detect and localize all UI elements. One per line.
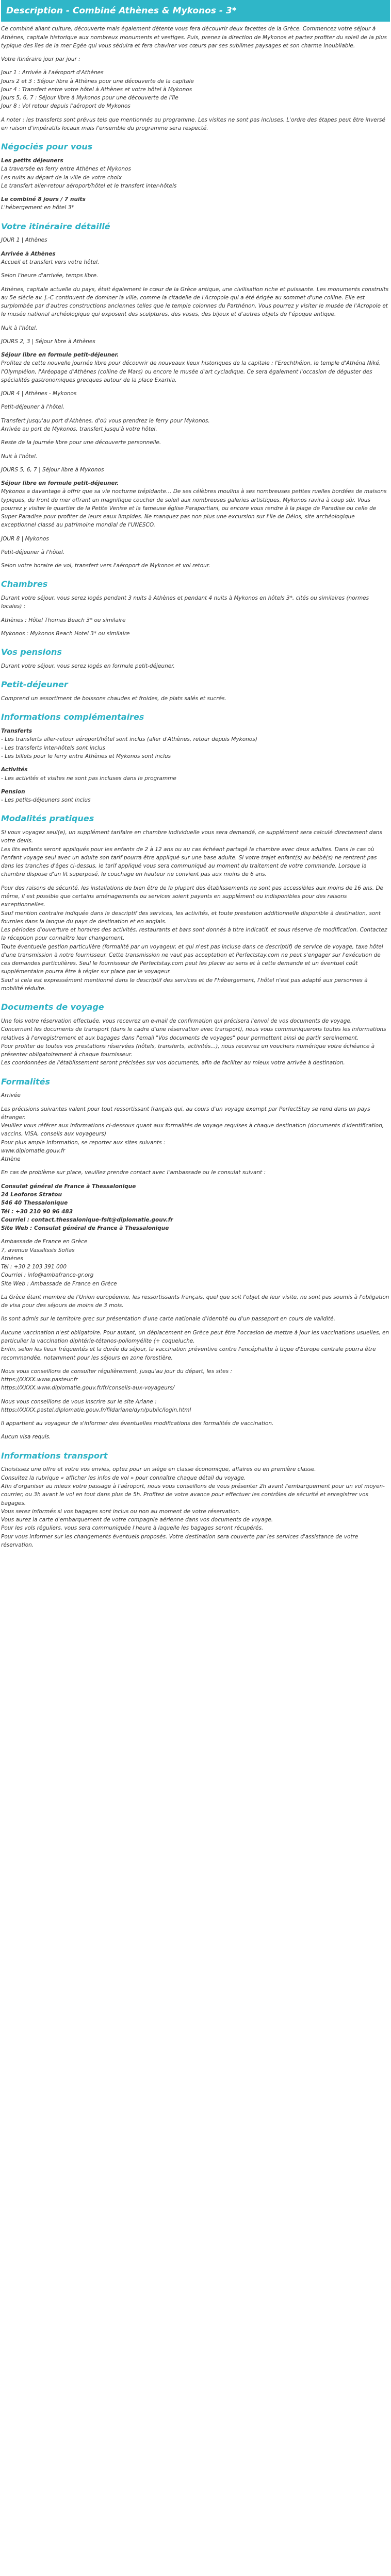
formalities-paragraph: La Grèce étant membre de l'Union européenne, les ressortissants français, quel que soit l'objet de leur visite, ne sont pas soumis à l'obligation de visa pour des séjours de moins de 3 mois. [1, 1294, 389, 1309]
itinerary-title: Votre itinéraire détaillé [1, 221, 110, 231]
highlight-text: L'hébergement en hôtel 3* [1, 205, 74, 211]
consulate-block: Consulat général de France à Thessalonique 24 Leoforos Stratou 546 40 Thessalonique Tél : +30 210 90 96 483 Courriel : contact.thessalonique-fslt@diplomatie.gouv.fr Site Web : Consulat général de France à Thessalonique [1, 1183, 173, 1232]
day-paragraph: Reste de la journée libre pour une découverte personnelle. [1, 439, 161, 446]
formalities-paragraph: Ils sont admis sur le territoire grec sur présentation d'une carte nationale d'identité ou d'un passeport en cours de validité. [1, 1316, 335, 1323]
transport-title: Informations transport [1, 1450, 108, 1461]
rooms-hotel-athens: Athènes : Hôtel Thomas Beach 3* ou similaire [1, 617, 126, 623]
rooms-paragraph: Durant votre séjour, vous serez logés pendant 3 nuits à Athènes et pendant 4 nuits à Mykonos en hôtels 3*, cités ou similaires (normes locales) : [1, 595, 369, 610]
intro-paragraph: Ce combiné allant culture, découverte mais également détente vous fera découvrir deux facettes de la Grèce. Commencez votre séjour à Athènes, capitale historique aux nombreux monuments et vestiges. Puis, prenez la direction de Mykonos et partez profiter du soleil de la plus typique des îles de la mer Egée qui vous séduira et fera chavirer vos cœurs par ses sublimes paysages et son charme inoubliable. [1, 26, 387, 49]
day-paragraph: Accueil et transfert vers votre hôtel. [1, 259, 100, 265]
day-label: Séjour libre en formule petit-déjeuner. [1, 480, 119, 487]
highlights-section [1, 157, 390, 212]
day-paragraph: Nuit à l'hôtel. [1, 453, 38, 460]
info-text: - Les activités et visites ne sont pas incluses dans le programme [1, 775, 176, 782]
info-label: Pension [1, 788, 25, 795]
modalities-title: Modalités pratiques [1, 814, 94, 824]
formalities-paragraph: Il appartient au voyageur de s'informer des éventuelles modifications des formalités de vaccination. [1, 1420, 274, 1427]
itinerary-intro: Votre itinéraire jour par jour : [1, 56, 80, 63]
travel-docs-paragraph: Une fois votre réservation effectuée, vous recevrez un e-mail de confirmation qui précisera l'envoi de vos documents de voyage. Concernant les documents de transport (dans le cadre d'une réservation avec transport), nous vous communiquerons toutes les informations relatives à l'enregistrement et aux bagages dans l'email "Vos documents de voyages" pour permettent ainsi de partir sereinement. Pour profiter de toutes vos prestations réservées (hôtels, transferts, activités...), nous recevrez un vouchers numérique votre échéance à présenter obligatoirement à chaque fournisseur. Les coordonnées de l'établissement seront précisées sur vos documents, afin de faciliter au mieux votre arrivée à destination. [1, 1018, 386, 1066]
day-paragraph: Petit-déjeuner à l'hôtel. [1, 549, 65, 555]
day-heading: JOUR 1 | Athènes [1, 237, 47, 244]
day-label: Arrivée à Athènes [1, 250, 56, 257]
modalities-section [1, 828, 390, 993]
day-paragraph: Nuit à l'hôtel. [1, 325, 38, 331]
page-title: Description - Combiné Athènes & Mykonos - 3* [1, 0, 390, 22]
intro-note: A noter : les transferts sont prévus tels que mentionnés au programme. Les visites ne sont pas incluses. L'ordre des étapes peut être inversé en raison d'impératifs locaux mais l'ensemble du programme sera respecté. [1, 116, 385, 131]
highlight-label: Les petits déjeuners [1, 158, 63, 164]
meals-paragraph: Durant votre séjour, vous serez logés en formule petit-déjeuner. [1, 663, 175, 670]
rooms-section [1, 594, 390, 638]
day-paragraph: Selon l'heure d'arrivée, temps libre. [1, 273, 99, 279]
formalities-paragraph: Aucune vaccination n'est obligatoire. Pour autant, un déplacement en Grèce peut être l'occasion de mettre à jour les vaccinations usuelles, en particulier la vaccination diphtérie-tétanos-poliomyélite (+ coqueluche. Enfin, selon les lieux fréquentés et la durée du séjour, la vaccination préventive contre l'encéphalite à tique d'Europe centrale pourra être recommandée, notamment pour les séjours en zone forestière. [1, 1329, 389, 1361]
day-paragraph: Athènes, capitale actuelle du pays, était également le cœur de la Grèce antique, une civilisation riche et puissante. Les monuments construits au 5e siècle av. J.-C continuent de dominer la ville, comme la citadelle de l'Acropole qui a été érigée au sommet d'une colline. Elle est surplombée par d'autres constructions anciennes telles que le temple colonnes du Parthénon. Vous pourrez y visiter le musée de l'Acropole et le musée national archéologique qui exposent des sculptures, des vases, des bijoux et d'autres objets de l'époque antique. [1, 286, 389, 318]
modalities-paragraph: Pour des raisons de sécurité, les installations de bien être de la plupart des établissements ne sont pas accessibles aux moins de 16 ans. De même, il est possible que certains aménagements ou services soient payants en supplément ou indisponibles pour des raisons exceptionnelles. Sauf mention contraire indiquée dans le descriptif des services, les activités, et toute prestation additionnelle disponible à destination, sont fournies dans la langue du pays de destination et en anglais. Les périodes d'ouverture et horaires des activités, restaurants et bars sont donnés à titre indicatif, et sous réserve de modification. Contactez la réception pour connaître leur changement. Toute éventuelle gestion particulière (formalité par un voyageur, et qui n'est pas incluse dans ce descriptif) de service de voyage, taxe hôtel d'une transmission à notre fournisseur. Cette transmission ne vaut pas acceptation et Perfectstay.com ne peut s'engager sur l'exécution de ces demandes particulières. Seul le fournisseur de Perfectstay.com peut les placer au sens et à cette demande et un éventuel coût supplémentaire pourra être à régler sur place par le voyageur. Sauf si cela est expressément mentionné dans le descriptif des services et de l'hébergement, l'hôtel n'est pas adapté aux personnes à mobilité réduite. [1, 885, 387, 992]
info-label: Activités [1, 767, 28, 773]
transport-paragraph: Choisissez une offre et votre vos envies, optez pour un siège en classe économique, affaires ou en première classe. Consultez la rubrique « afficher les infos de vol » pour connaître chaque détail du voyage. Afin d'organiser au mieux votre passage à l'aéroport, nous vous conseillons de vous présenter 2h avant l'embarquement pour un vol moyen-courrier, ou 3h avant le vol en tout dans plus de 5h. Profitez de votre avance pour effectuer les contrôles de sécurité et enregistrer vos bagages. Vous serez informés si vos bagages sont inclus ou non au moment de votre réservation. Vous aurez la carte d'embarquement de votre compagnie aérienne dans vos documents de voyage. Pour les vols réguliers, vous sera communiquée l'heure à laquelle les bagages seront récupérés. Pour vous informer sur les changements éventuels proposés. Votre destination sera couverte par les services d'assistance de votre réservation. [1, 1466, 385, 1548]
highlights-title: Négociés pour vous [1, 142, 93, 152]
formalities-paragraph: Nous vous conseillons de vous inscrire sur le site Ariane : https://XXXX.pastel.diplomatie.gouv.fr/fildariane/dyn/public/login.html [1, 1398, 191, 1413]
highlight-label: Le combiné 8 jours / 7 nuits [1, 196, 86, 203]
breakfast-title: Petit-déjeuner [1, 680, 68, 690]
travel-docs-title: Documents de voyage [1, 1002, 104, 1012]
day-paragraph: Petit-déjeuner à l'hôtel. [1, 404, 65, 411]
day-heading: JOURS 2, 3 | Séjour libre à Athènes [1, 338, 95, 345]
rooms-hotel-mykonos: Mykonos : Mykonos Beach Hotel 3* ou similaire [1, 631, 130, 637]
day-paragraph: Profitez de cette nouvelle journée libre pour découvrir de nouveaux lieux historiques de la capitale : l'Erechthéion, le temple d'Athéna Niké, l'Olympiéion, l'Aréopage d'Athènes (colline de Mars) ou encore le musée d'art cycladique. Ce sera également l'occasion de déguster des spécialités gastronomiques grecques autour de la place Exarhia. [1, 360, 381, 383]
day-block [1, 466, 390, 570]
day-heading: JOURS 5, 6, 7 | Séjour libre à Mykonos [1, 466, 104, 473]
formalities-title: Formalités [1, 1076, 51, 1087]
meals-title: Vos pensions [1, 647, 62, 657]
info-text: - Les petits-déjeuners sont inclus [1, 797, 91, 804]
day-block [1, 337, 390, 461]
formalities-paragraph: En cas de problème sur place, veuillez prendre contact avec l'ambassade ou le consulat suivant : [1, 1170, 266, 1176]
day-block [1, 236, 390, 332]
day-paragraph: JOUR 4 | Athènes - Mykonos [1, 391, 77, 397]
info-text: - Les transferts aller-retour aéroport/hôtel sont inclus (aller d'Athènes, retour depuis Mykonos) - Les transferts inter-hôtels sont inclus - Les billets pour le ferry entre Athènes et Mykonos sont inclus [1, 736, 257, 759]
itinerary-summary: Jour 1 : Arrivée à l'aéroport d'Athènes Jours 2 et 3 : Séjour libre à Athènes pour une découverte de la capitale Jour 4 : Transfert entre votre hôtel à Athènes et votre hôtel à Mykonos Jours 5, 6, 7 : Séjour libre à Mykonos pour une découverte de l'île Jour 8 : Vol retour depuis l'aéroport de Mykonos [1, 70, 194, 110]
embassy-block: Ambassade de France en Grèce 7, avenue Vassilissis Sofias Athènes Tél : +30 2 103 391 000 Courriel : info@ambafrance-gr.org Site Web : Ambassade de France en Grèce [1, 1239, 117, 1287]
day-label: Séjour libre en formule petit-déjeuner. [1, 352, 119, 359]
modalities-paragraph: Si vous voyagez seul(e), un supplément tarifaire en chambre individuelle vous sera demandé, ce supplément sera calculé directement dans votre devis. Les lits enfants seront appliqués pour les enfants de 2 à 12 ans ou au cas échéant partagé la chambre avec deux adultes. Dans le cas où l'enfant voyage seul avec un adulte son tarif pourra être appliqué sur une base adulte. Si votre trajet enfant(s) au bébé(s) ne rentrent pas dans les tranches d'âges ci-dessus, le tarif appliqué vous sera communiqué au moment du traitement de votre commande. Lorsque la chambre dispose d'un lit superposé, le couchage en hauteur ne convient pas aux moins de 6 ans. [1, 829, 382, 878]
rooms-title: Chambres [1, 579, 48, 589]
info-section [1, 727, 390, 804]
formalities-paragraph: Nous vous conseillons de consulter régulièrement, jusqu'au jour du départ, les sites : https://XXXX.www.pasteur.fr https://XXXX.www.diplomatie.gouv.fr/fr/conseils-aux-voyageurs/ [1, 1368, 232, 1392]
day-paragraph: Selon votre horaire de vol, transfert vers l'aéroport de Mykonos et vol retour. [1, 563, 210, 569]
formalities-paragraph: Aucun visa requis. [1, 1434, 51, 1440]
info-label: Transferts [1, 728, 32, 735]
day-paragraph: JOUR 8 | Mykonos [1, 535, 49, 542]
formalities-paragraph: Les précisions suivantes valent pour tout ressortissant français qui, au cours d'un voyage exempt par PerfectStay se rend dans un pays étranger. Veuillez vous référer aux informations ci-dessous quant aux formalités de voyage requises à chaque destination (documents d'identification, vaccins, VISA, conseils aux voyageurs) Pour plus ample information, se reporter aux sites suivants : www.diplomatie.gouv.fr Athène [1, 1106, 384, 1163]
breakfast-paragraph: Comprend un assortiment de boissons chaudes et froides, de plats salés et sucrés. [1, 696, 226, 702]
highlight-text: La traversée en ferry entre Athènes et Mykonos Les nuits au départ de la ville de votre choix Le transfert aller-retour aéroport/hôtel et le transfert inter-hôtels [1, 166, 177, 189]
formalities-section [1, 1091, 390, 1441]
day-paragraph: Transfert jusqu'au port d'Athènes, d'où vous prendrez le ferry pour Mykonos. Arrivée au port de Mykonos, transfert jusqu'à votre hôtel. [1, 417, 210, 432]
formalities-paragraph: Arrivée [1, 1092, 21, 1099]
info-title: Informations complémentaires [1, 712, 144, 722]
day-paragraph: Mykonos a davantage à offrir que sa vie nocturne trépidante… De ses célèbres moulins à ses nombreuses petites ruelles bordées de maisons typiques, du front de mer offrant un magnifique coucher de soleil aux nombreuses galeries artistiques, Mykonos ravira à coup sûr. Vous pourrez y visiter le quartier de la Petite Venise et la fameuse église Paraportiani, ou encore vous rendre à la plage de Paradise ou celle de Super Paradise pour profiter de leurs eaux limpides. Ne manquez pas non plus une excursion sur l'île de Délos, site archéologique exceptionnel classé au patrimoine mondial de l'UNESCO. [1, 488, 387, 529]
intro-section [1, 25, 390, 132]
